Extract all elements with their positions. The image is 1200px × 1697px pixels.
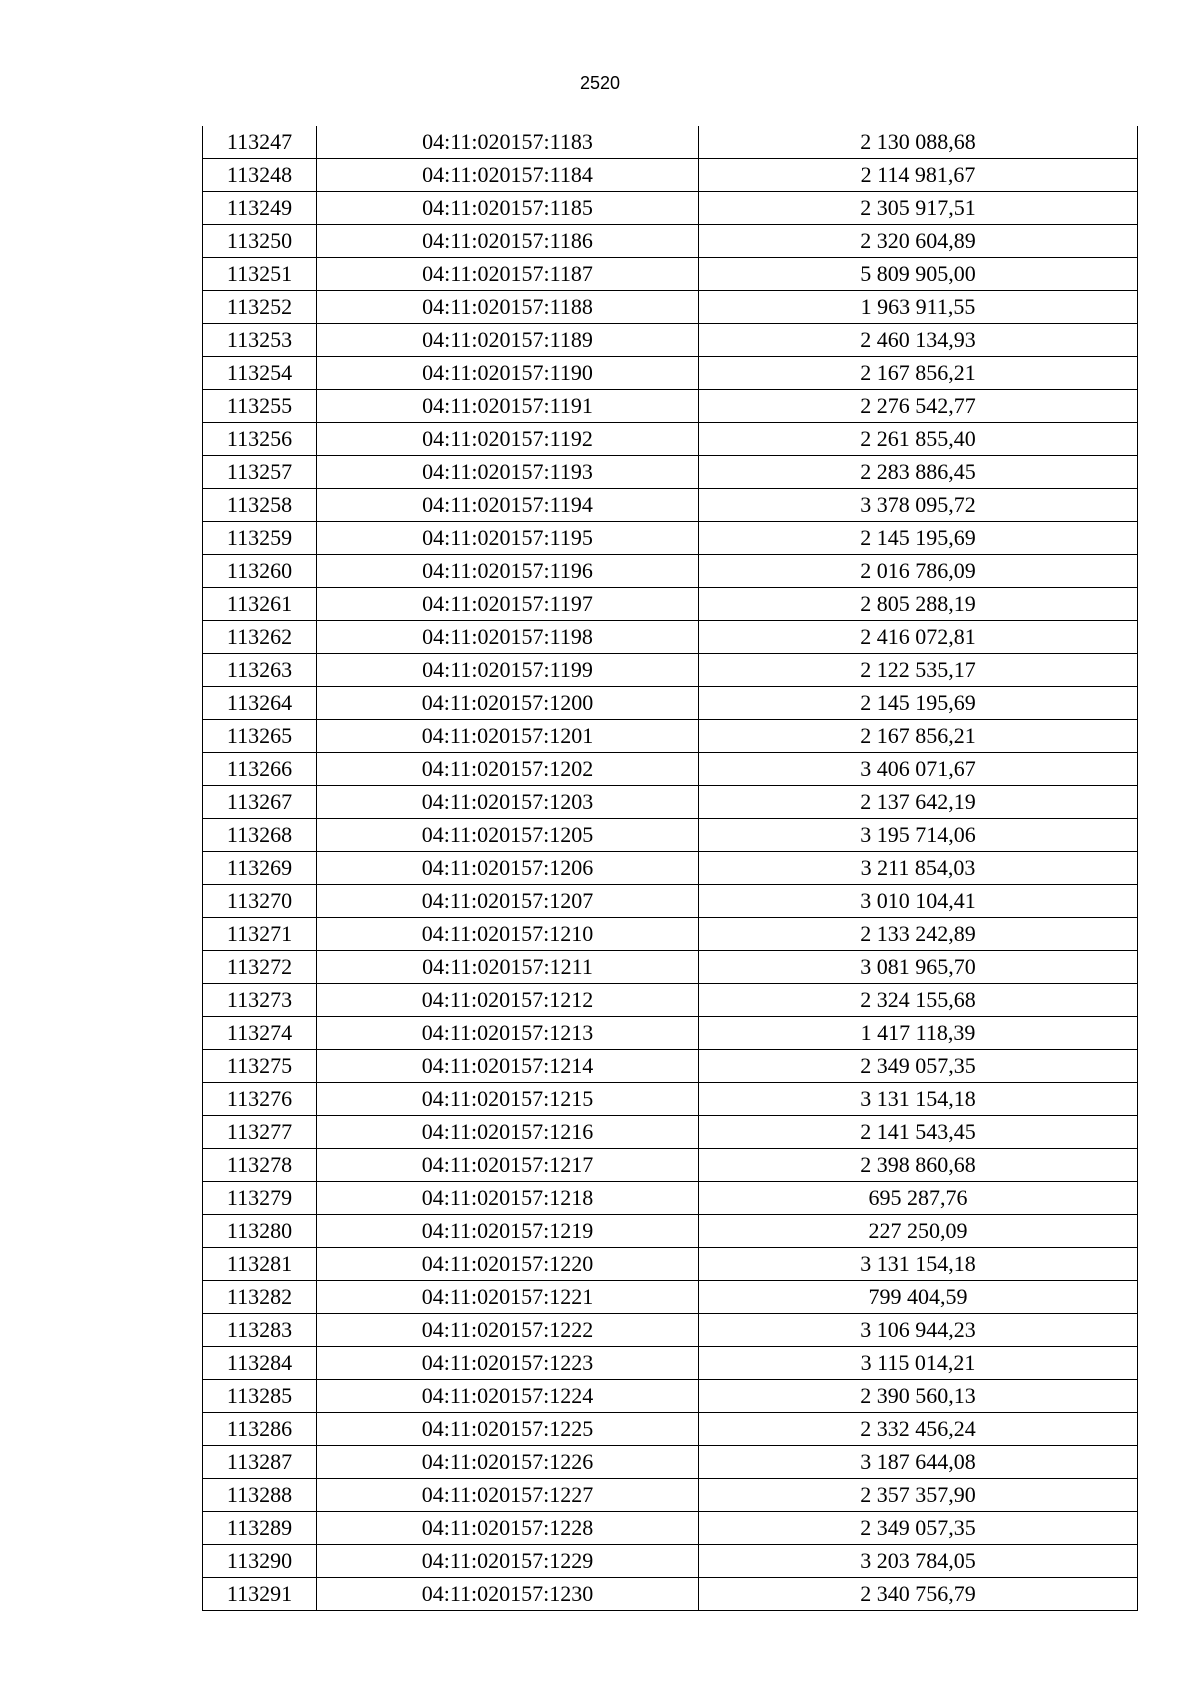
table-row — [203, 1050, 1138, 1083]
row-number-cell: 113258 — [203, 489, 317, 522]
table-row — [203, 159, 1138, 192]
table-row — [203, 1512, 1138, 1545]
row-number-cell: 113278 — [203, 1149, 317, 1182]
row-number-cell: 113254 — [203, 357, 317, 390]
cadastral-number-cell: 04:11:020157:1218 — [317, 1182, 699, 1215]
table-row — [203, 1017, 1138, 1050]
row-number-cell: 113253 — [203, 324, 317, 357]
row-number-cell: 113279 — [203, 1182, 317, 1215]
row-number-cell: 113273 — [203, 984, 317, 1017]
cadastral-value-cell: 2 349 057,35 — [699, 1512, 1138, 1545]
cadastral-value-cell: 2 805 288,19 — [699, 588, 1138, 621]
table-row — [203, 687, 1138, 720]
row-number-cell: 113282 — [203, 1281, 317, 1314]
cadastral-number-cell: 04:11:020157:1207 — [317, 885, 699, 918]
row-number-cell: 113265 — [203, 720, 317, 753]
cadastral-number-cell: 04:11:020157:1200 — [317, 687, 699, 720]
cadastral-number-cell: 04:11:020157:1201 — [317, 720, 699, 753]
table-body — [203, 126, 1138, 1611]
row-number-cell: 113287 — [203, 1446, 317, 1479]
cadastral-number-cell: 04:11:020157:1225 — [317, 1413, 699, 1446]
row-number-cell: 113252 — [203, 291, 317, 324]
row-number-cell: 113267 — [203, 786, 317, 819]
table-row — [203, 984, 1138, 1017]
page-number: 2520 — [579, 73, 621, 93]
row-number-cell: 113280 — [203, 1215, 317, 1248]
cadastral-number-cell: 04:11:020157:1189 — [317, 324, 699, 357]
cadastral-number-cell: 04:11:020157:1188 — [317, 291, 699, 324]
row-number-cell: 113266 — [203, 753, 317, 786]
cadastral-number-cell: 04:11:020157:1193 — [317, 456, 699, 489]
table-row — [203, 357, 1138, 390]
table-row — [203, 786, 1138, 819]
cadastral-number-cell: 04:11:020157:1222 — [317, 1314, 699, 1347]
cadastral-number-cell: 04:11:020157:1211 — [317, 951, 699, 984]
cadastral-value-cell: 2 324 155,68 — [699, 984, 1138, 1017]
cadastral-value-cell: 2 167 856,21 — [699, 357, 1138, 390]
row-number-cell: 113286 — [203, 1413, 317, 1446]
cadastral-number-cell: 04:11:020157:1187 — [317, 258, 699, 291]
cadastral-number-cell: 04:11:020157:1206 — [317, 852, 699, 885]
cadastral-value-cell: 2 145 195,69 — [699, 687, 1138, 720]
table-row — [203, 1215, 1138, 1248]
cadastral-value-cell: 3 131 154,18 — [699, 1248, 1138, 1281]
cadastral-number-cell: 04:11:020157:1219 — [317, 1215, 699, 1248]
cadastral-value-cell: 2 357 357,90 — [699, 1479, 1138, 1512]
table-row — [203, 489, 1138, 522]
cadastral-value-cell: 3 195 714,06 — [699, 819, 1138, 852]
cadastral-number-cell: 04:11:020157:1230 — [317, 1578, 699, 1611]
cadastral-value-table — [202, 126, 1138, 1611]
table-row — [203, 1182, 1138, 1215]
cadastral-value-cell: 3 203 784,05 — [699, 1545, 1138, 1578]
row-number-cell: 113271 — [203, 918, 317, 951]
row-number-cell: 113262 — [203, 621, 317, 654]
table-row — [203, 753, 1138, 786]
cadastral-value-cell: 5 809 905,00 — [699, 258, 1138, 291]
cadastral-value-cell: 2 340 756,79 — [699, 1578, 1138, 1611]
table-row — [203, 588, 1138, 621]
row-number-cell: 113269 — [203, 852, 317, 885]
table-row — [203, 1347, 1138, 1380]
table-row — [203, 885, 1138, 918]
cadastral-value-cell: 2 416 072,81 — [699, 621, 1138, 654]
row-number-cell: 113284 — [203, 1347, 317, 1380]
row-number-cell: 113277 — [203, 1116, 317, 1149]
row-number-cell: 113260 — [203, 555, 317, 588]
table-row — [203, 258, 1138, 291]
table-row — [203, 1413, 1138, 1446]
cadastral-number-cell: 04:11:020157:1184 — [317, 159, 699, 192]
cadastral-value-cell: 3 081 965,70 — [699, 951, 1138, 984]
row-number-cell: 113257 — [203, 456, 317, 489]
table-row — [203, 1083, 1138, 1116]
cadastral-number-cell: 04:11:020157:1198 — [317, 621, 699, 654]
row-number-cell: 113274 — [203, 1017, 317, 1050]
table-row — [203, 225, 1138, 258]
cadastral-number-cell: 04:11:020157:1194 — [317, 489, 699, 522]
cadastral-number-cell: 04:11:020157:1223 — [317, 1347, 699, 1380]
row-number-cell: 113261 — [203, 588, 317, 621]
table-row — [203, 126, 1138, 159]
cadastral-value-cell: 1 963 911,55 — [699, 291, 1138, 324]
cadastral-value-cell: 695 287,76 — [699, 1182, 1138, 1215]
row-number-cell: 113290 — [203, 1545, 317, 1578]
row-number-cell: 113291 — [203, 1578, 317, 1611]
table-row — [203, 621, 1138, 654]
row-number-cell: 113268 — [203, 819, 317, 852]
cadastral-value-cell: 3 106 944,23 — [699, 1314, 1138, 1347]
cadastral-value-cell: 3 187 644,08 — [699, 1446, 1138, 1479]
table-row — [203, 1248, 1138, 1281]
row-number-cell: 113263 — [203, 654, 317, 687]
cadastral-number-cell: 04:11:020157:1205 — [317, 819, 699, 852]
table-row — [203, 1545, 1138, 1578]
cadastral-value-cell: 3 131 154,18 — [699, 1083, 1138, 1116]
table-row — [203, 1281, 1138, 1314]
cadastral-number-cell: 04:11:020157:1202 — [317, 753, 699, 786]
table-row — [203, 654, 1138, 687]
cadastral-number-cell: 04:11:020157:1195 — [317, 522, 699, 555]
row-number-cell: 113272 — [203, 951, 317, 984]
row-number-cell: 113275 — [203, 1050, 317, 1083]
cadastral-number-cell: 04:11:020157:1220 — [317, 1248, 699, 1281]
cadastral-value-cell: 2 016 786,09 — [699, 555, 1138, 588]
cadastral-number-cell: 04:11:020157:1221 — [317, 1281, 699, 1314]
cadastral-value-cell: 2 305 917,51 — [699, 192, 1138, 225]
cadastral-number-cell: 04:11:020157:1227 — [317, 1479, 699, 1512]
cadastral-value-cell: 2 141 543,45 — [699, 1116, 1138, 1149]
table-row — [203, 951, 1138, 984]
cadastral-number-cell: 04:11:020157:1217 — [317, 1149, 699, 1182]
cadastral-number-cell: 04:11:020157:1192 — [317, 423, 699, 456]
row-number-cell: 113270 — [203, 885, 317, 918]
cadastral-value-cell: 3 406 071,67 — [699, 753, 1138, 786]
row-number-cell: 113247 — [203, 126, 317, 159]
table-row — [203, 1314, 1138, 1347]
cadastral-value-cell: 3 115 014,21 — [699, 1347, 1138, 1380]
cadastral-number-cell: 04:11:020157:1224 — [317, 1380, 699, 1413]
cadastral-number-cell: 04:11:020157:1190 — [317, 357, 699, 390]
table-row — [203, 522, 1138, 555]
cadastral-value-cell: 2 261 855,40 — [699, 423, 1138, 456]
cadastral-number-cell: 04:11:020157:1216 — [317, 1116, 699, 1149]
row-number-cell: 113283 — [203, 1314, 317, 1347]
cadastral-number-cell: 04:11:020157:1229 — [317, 1545, 699, 1578]
row-number-cell: 113249 — [203, 192, 317, 225]
cadastral-number-cell: 04:11:020157:1212 — [317, 984, 699, 1017]
row-number-cell: 113259 — [203, 522, 317, 555]
cadastral-number-cell: 04:11:020157:1191 — [317, 390, 699, 423]
table-row — [203, 423, 1138, 456]
cadastral-number-cell: 04:11:020157:1199 — [317, 654, 699, 687]
table-row — [203, 819, 1138, 852]
cadastral-number-cell: 04:11:020157:1196 — [317, 555, 699, 588]
cadastral-number-cell: 04:11:020157:1213 — [317, 1017, 699, 1050]
table-row — [203, 1149, 1138, 1182]
row-number-cell: 113256 — [203, 423, 317, 456]
table-row — [203, 192, 1138, 225]
cadastral-value-table-container — [202, 126, 1134, 1611]
table-row — [203, 852, 1138, 885]
cadastral-value-cell: 2 133 242,89 — [699, 918, 1138, 951]
cadastral-number-cell: 04:11:020157:1197 — [317, 588, 699, 621]
cadastral-value-cell: 2 349 057,35 — [699, 1050, 1138, 1083]
cadastral-value-cell: 2 276 542,77 — [699, 390, 1138, 423]
cadastral-value-cell: 3 378 095,72 — [699, 489, 1138, 522]
row-number-cell: 113289 — [203, 1512, 317, 1545]
cadastral-number-cell: 04:11:020157:1228 — [317, 1512, 699, 1545]
table-row — [203, 324, 1138, 357]
table-row — [203, 1446, 1138, 1479]
cadastral-value-cell: 2 167 856,21 — [699, 720, 1138, 753]
cadastral-number-cell: 04:11:020157:1215 — [317, 1083, 699, 1116]
row-number-cell: 113285 — [203, 1380, 317, 1413]
cadastral-number-cell: 04:11:020157:1186 — [317, 225, 699, 258]
table-row — [203, 1578, 1138, 1611]
table-row — [203, 456, 1138, 489]
table-row — [203, 291, 1138, 324]
cadastral-value-cell: 2 145 195,69 — [699, 522, 1138, 555]
row-number-cell: 113255 — [203, 390, 317, 423]
cadastral-value-cell: 3 010 104,41 — [699, 885, 1138, 918]
row-number-cell: 113288 — [203, 1479, 317, 1512]
cadastral-value-cell: 2 332 456,24 — [699, 1413, 1138, 1446]
cadastral-value-cell: 1 417 118,39 — [699, 1017, 1138, 1050]
cadastral-value-cell: 227 250,09 — [699, 1215, 1138, 1248]
cadastral-value-cell: 799 404,59 — [699, 1281, 1138, 1314]
table-row — [203, 720, 1138, 753]
cadastral-number-cell: 04:11:020157:1226 — [317, 1446, 699, 1479]
table-row — [203, 555, 1138, 588]
cadastral-value-cell: 2 398 860,68 — [699, 1149, 1138, 1182]
cadastral-number-cell: 04:11:020157:1203 — [317, 786, 699, 819]
table-row — [203, 918, 1138, 951]
cadastral-number-cell: 04:11:020157:1214 — [317, 1050, 699, 1083]
table-row — [203, 390, 1138, 423]
cadastral-value-cell: 3 211 854,03 — [699, 852, 1138, 885]
row-number-cell: 113276 — [203, 1083, 317, 1116]
cadastral-number-cell: 04:11:020157:1210 — [317, 918, 699, 951]
cadastral-value-cell: 2 122 535,17 — [699, 654, 1138, 687]
cadastral-value-cell: 2 320 604,89 — [699, 225, 1138, 258]
table-row — [203, 1380, 1138, 1413]
cadastral-value-cell: 2 137 642,19 — [699, 786, 1138, 819]
cadastral-value-cell: 2 130 088,68 — [699, 126, 1138, 159]
row-number-cell: 113264 — [203, 687, 317, 720]
cadastral-number-cell: 04:11:020157:1183 — [317, 126, 699, 159]
row-number-cell: 113248 — [203, 159, 317, 192]
row-number-cell: 113251 — [203, 258, 317, 291]
cadastral-value-cell: 2 460 134,93 — [699, 324, 1138, 357]
table-row — [203, 1116, 1138, 1149]
cadastral-value-cell: 2 114 981,67 — [699, 159, 1138, 192]
cadastral-number-cell: 04:11:020157:1185 — [317, 192, 699, 225]
row-number-cell: 113281 — [203, 1248, 317, 1281]
row-number-cell: 113250 — [203, 225, 317, 258]
cadastral-value-cell: 2 390 560,13 — [699, 1380, 1138, 1413]
table-row — [203, 1479, 1138, 1512]
cadastral-value-cell: 2 283 886,45 — [699, 456, 1138, 489]
